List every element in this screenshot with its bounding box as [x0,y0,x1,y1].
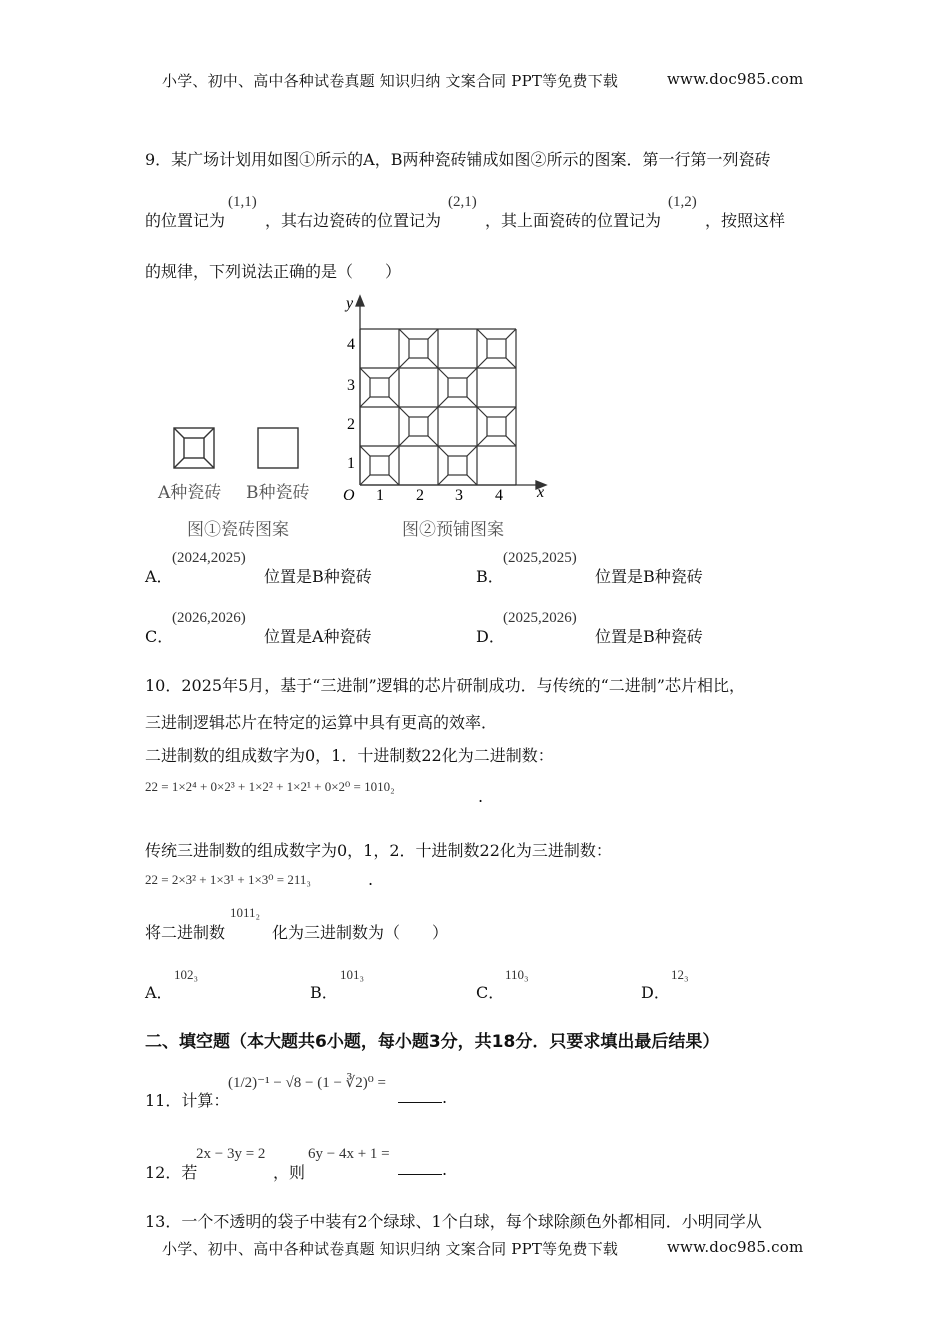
tile-a-diagonal [428,358,438,368]
tile-a-diagonal [428,329,438,339]
tile-a-icon [174,428,214,468]
q10-option-c: 110₃ [505,967,529,982]
q11-answer-blank[interactable] [398,1088,442,1103]
header-link[interactable]: www.doc985.com [667,70,804,88]
q10-line4: 传统三进制数的组成数字为0，1，2．十进制数22化为三进制数： [145,841,612,860]
tile-a-diagonal [477,436,487,446]
q11-expression: (1/2)⁻¹ − √8 − (1 − ∛2)⁰ = [228,1075,386,1091]
q13-line1: 13．一个不透明的袋子中装有2个绿球、1个白球，每个球除颜色外都相同．小明同学从 [145,1212,762,1231]
q9-coord2: (2,1) [448,194,477,210]
q10-binary-number: 1011₂ [230,905,261,920]
tile-a-diagonal [438,397,448,407]
tile-a-inner [487,339,506,358]
origin-label: O [343,487,355,504]
q10-option-b: 101₃ [340,967,365,982]
footer-link[interactable]: www.doc985.com [667,1238,804,1256]
q9-option-a-coord: (2024,2025) [172,550,246,566]
q10-option-c-label: C． [476,983,505,1002]
tile-a-diagonal [506,358,516,368]
tile-a-diagonal [506,329,516,339]
tile-a-diagonal [360,446,370,456]
tile-a-diagonal [477,407,487,417]
tile-a-diagonal [467,397,477,407]
tile-a-inner [448,378,467,397]
tile-a-inner [409,417,428,436]
y-tick-label: 1 [347,455,355,472]
q9-line3: 的规律，下列说法正确的是（ ） [145,262,402,281]
q10-line2: 三进制逻辑芯片在特定的运算中具有更高的效率． [145,713,498,732]
q9-coord3: (1,2) [668,194,697,210]
footer-text: 小学、初中、高中各种试卷真题 知识归纳 文案合同 PPT等免费下载 [162,1240,619,1258]
tile-a-diagonal [399,407,409,417]
q10-option-d: 12₃ [671,967,689,982]
q9-coord1: (1,1) [228,194,257,210]
q9-option-c-coord: (2026,2026) [172,610,246,626]
tile-a-diagonal [438,368,448,378]
tile-a-diagonal [360,368,370,378]
fig1-b-label: B种瓷砖 [246,483,310,503]
y-axis-arrow-icon [356,296,364,306]
tile-a-diagonal [360,475,370,485]
q9-option-c-label: C． [145,627,174,646]
q10-eq1-end: . [478,787,484,806]
q12-end: . [442,1160,448,1179]
q11-answer[interactable] [398,1088,447,1107]
q9-line2c: ，其上面瓷砖的位置记为 [485,211,662,230]
fig1-a-label: A种瓷砖 [158,483,222,503]
tile-a-inner [487,417,506,436]
tile-a-diagonal [389,368,399,378]
tile-b-icon [258,428,298,468]
q10-option-a: 102₃ [174,967,199,982]
q12-mid: ，则 [273,1163,306,1182]
axis-x-label: x [537,484,545,501]
q10-line5a: 将二进制数 [145,923,226,942]
x-tick-label: 4 [495,487,503,504]
tile-a-inner [409,339,428,358]
q10-eq2: 22 = 2×3² + 1×3¹ + 1×3⁰ = 211₃ [145,872,311,887]
tile-a-diagonal [428,436,438,446]
q12-expression: 6y − 4x + 1 = [308,1146,390,1162]
tile-a-inner [370,456,389,475]
tile-a-diagonal [399,358,409,368]
fig1-caption: 图①瓷砖图案 [187,520,289,540]
q12-condition: 2x − 3y = 2 [196,1146,266,1162]
x-tick-label: 3 [455,487,463,504]
tile-a-diagonal [389,446,399,456]
y-tick-label: 2 [347,416,355,433]
q9-option-a-label: A． [145,567,173,586]
tile-a-diagonal [506,407,516,417]
q10-eq1: 22 = 1×2⁴ + 0×2³ + 1×2² + 1×2¹ + 0×2⁰ = 1010₂ [145,779,395,794]
fig2-caption: 图②预铺图案 [402,520,504,540]
tile-a-diagonal [467,368,477,378]
tile-a-diagonal [477,358,487,368]
figure2-grid [330,290,560,510]
axis-y-label: y [346,295,354,312]
tile-a-diagonal [389,397,399,407]
y-tick-label: 4 [347,336,355,353]
header-text: 小学、初中、高中各种试卷真题 知识归纳 文案合同 PPT等免费下载 [162,72,619,90]
q9-option-b-label: B． [476,567,504,586]
tile-a-diagonal [438,475,448,485]
q10-eq2-end: . [368,870,374,889]
tile-a-inner [448,456,467,475]
tile-a-diagonal [428,407,438,417]
figure1-tiles [170,424,305,472]
q9-option-b-coord: (2025,2025) [503,550,577,566]
q9-option-d-text: 位置是B种瓷砖 [595,627,703,646]
q10-line5b: 化为三进制数为（ ） [272,923,449,942]
q9-line1: 9．某广场计划用如图①所示的A，B两种瓷砖铺成如图②所示的图案．第一行第一列瓷砖 [145,150,771,169]
q9-line2a: 的位置记为 [145,211,226,230]
tile-a-diagonal [360,397,370,407]
q10-option-d-label: D． [641,983,670,1002]
q11-end: . [442,1088,448,1107]
tile-a-diagonal [506,436,516,446]
tile-a-inner [370,378,389,397]
q12-answer[interactable] [398,1160,447,1179]
q9-option-d-label: D． [476,627,505,646]
q9-line2b: ，其右边瓷砖的位置记为 [265,211,442,230]
x-tick-label: 2 [416,487,424,504]
tile-a-diagonal [467,446,477,456]
tile-a-diagonal [467,475,477,485]
q10-line1: 10．2025年5月，基于“三进制”逻辑的芯片研制成功．与传统的“二进制”芯片相比， [145,676,745,695]
tile-a-diagonal [399,329,409,339]
q11-prefix: 11．计算： [145,1091,230,1110]
q10-option-b-label: B． [310,983,338,1002]
y-tick-label: 3 [347,377,355,394]
q9-option-a-text: 位置是B种瓷砖 [264,567,372,586]
q10-line3: 二进制数的组成数字为0，1．十进制数22化为二进制数： [145,746,554,765]
q10-option-a-label: A． [145,983,173,1002]
tile-a-diagonal [399,436,409,446]
q12-answer-blank[interactable] [398,1160,442,1175]
tile-a-diagonal [389,475,399,485]
q9-option-d-coord: (2025,2026) [503,610,577,626]
q9-option-b-text: 位置是B种瓷砖 [595,567,703,586]
x-tick-label: 1 [376,487,384,504]
q9-option-c-text: 位置是A种瓷砖 [264,627,372,646]
tile-a-diagonal [438,446,448,456]
section2-title: 二、填空题（本大题共6小题，每小题3分，共18分．只要求填出最后结果） [145,1032,720,1052]
tile-a-diagonal [477,329,487,339]
q12-prefix: 12．若 [145,1163,198,1182]
q9-line2d: ，按照这样 [705,211,786,230]
